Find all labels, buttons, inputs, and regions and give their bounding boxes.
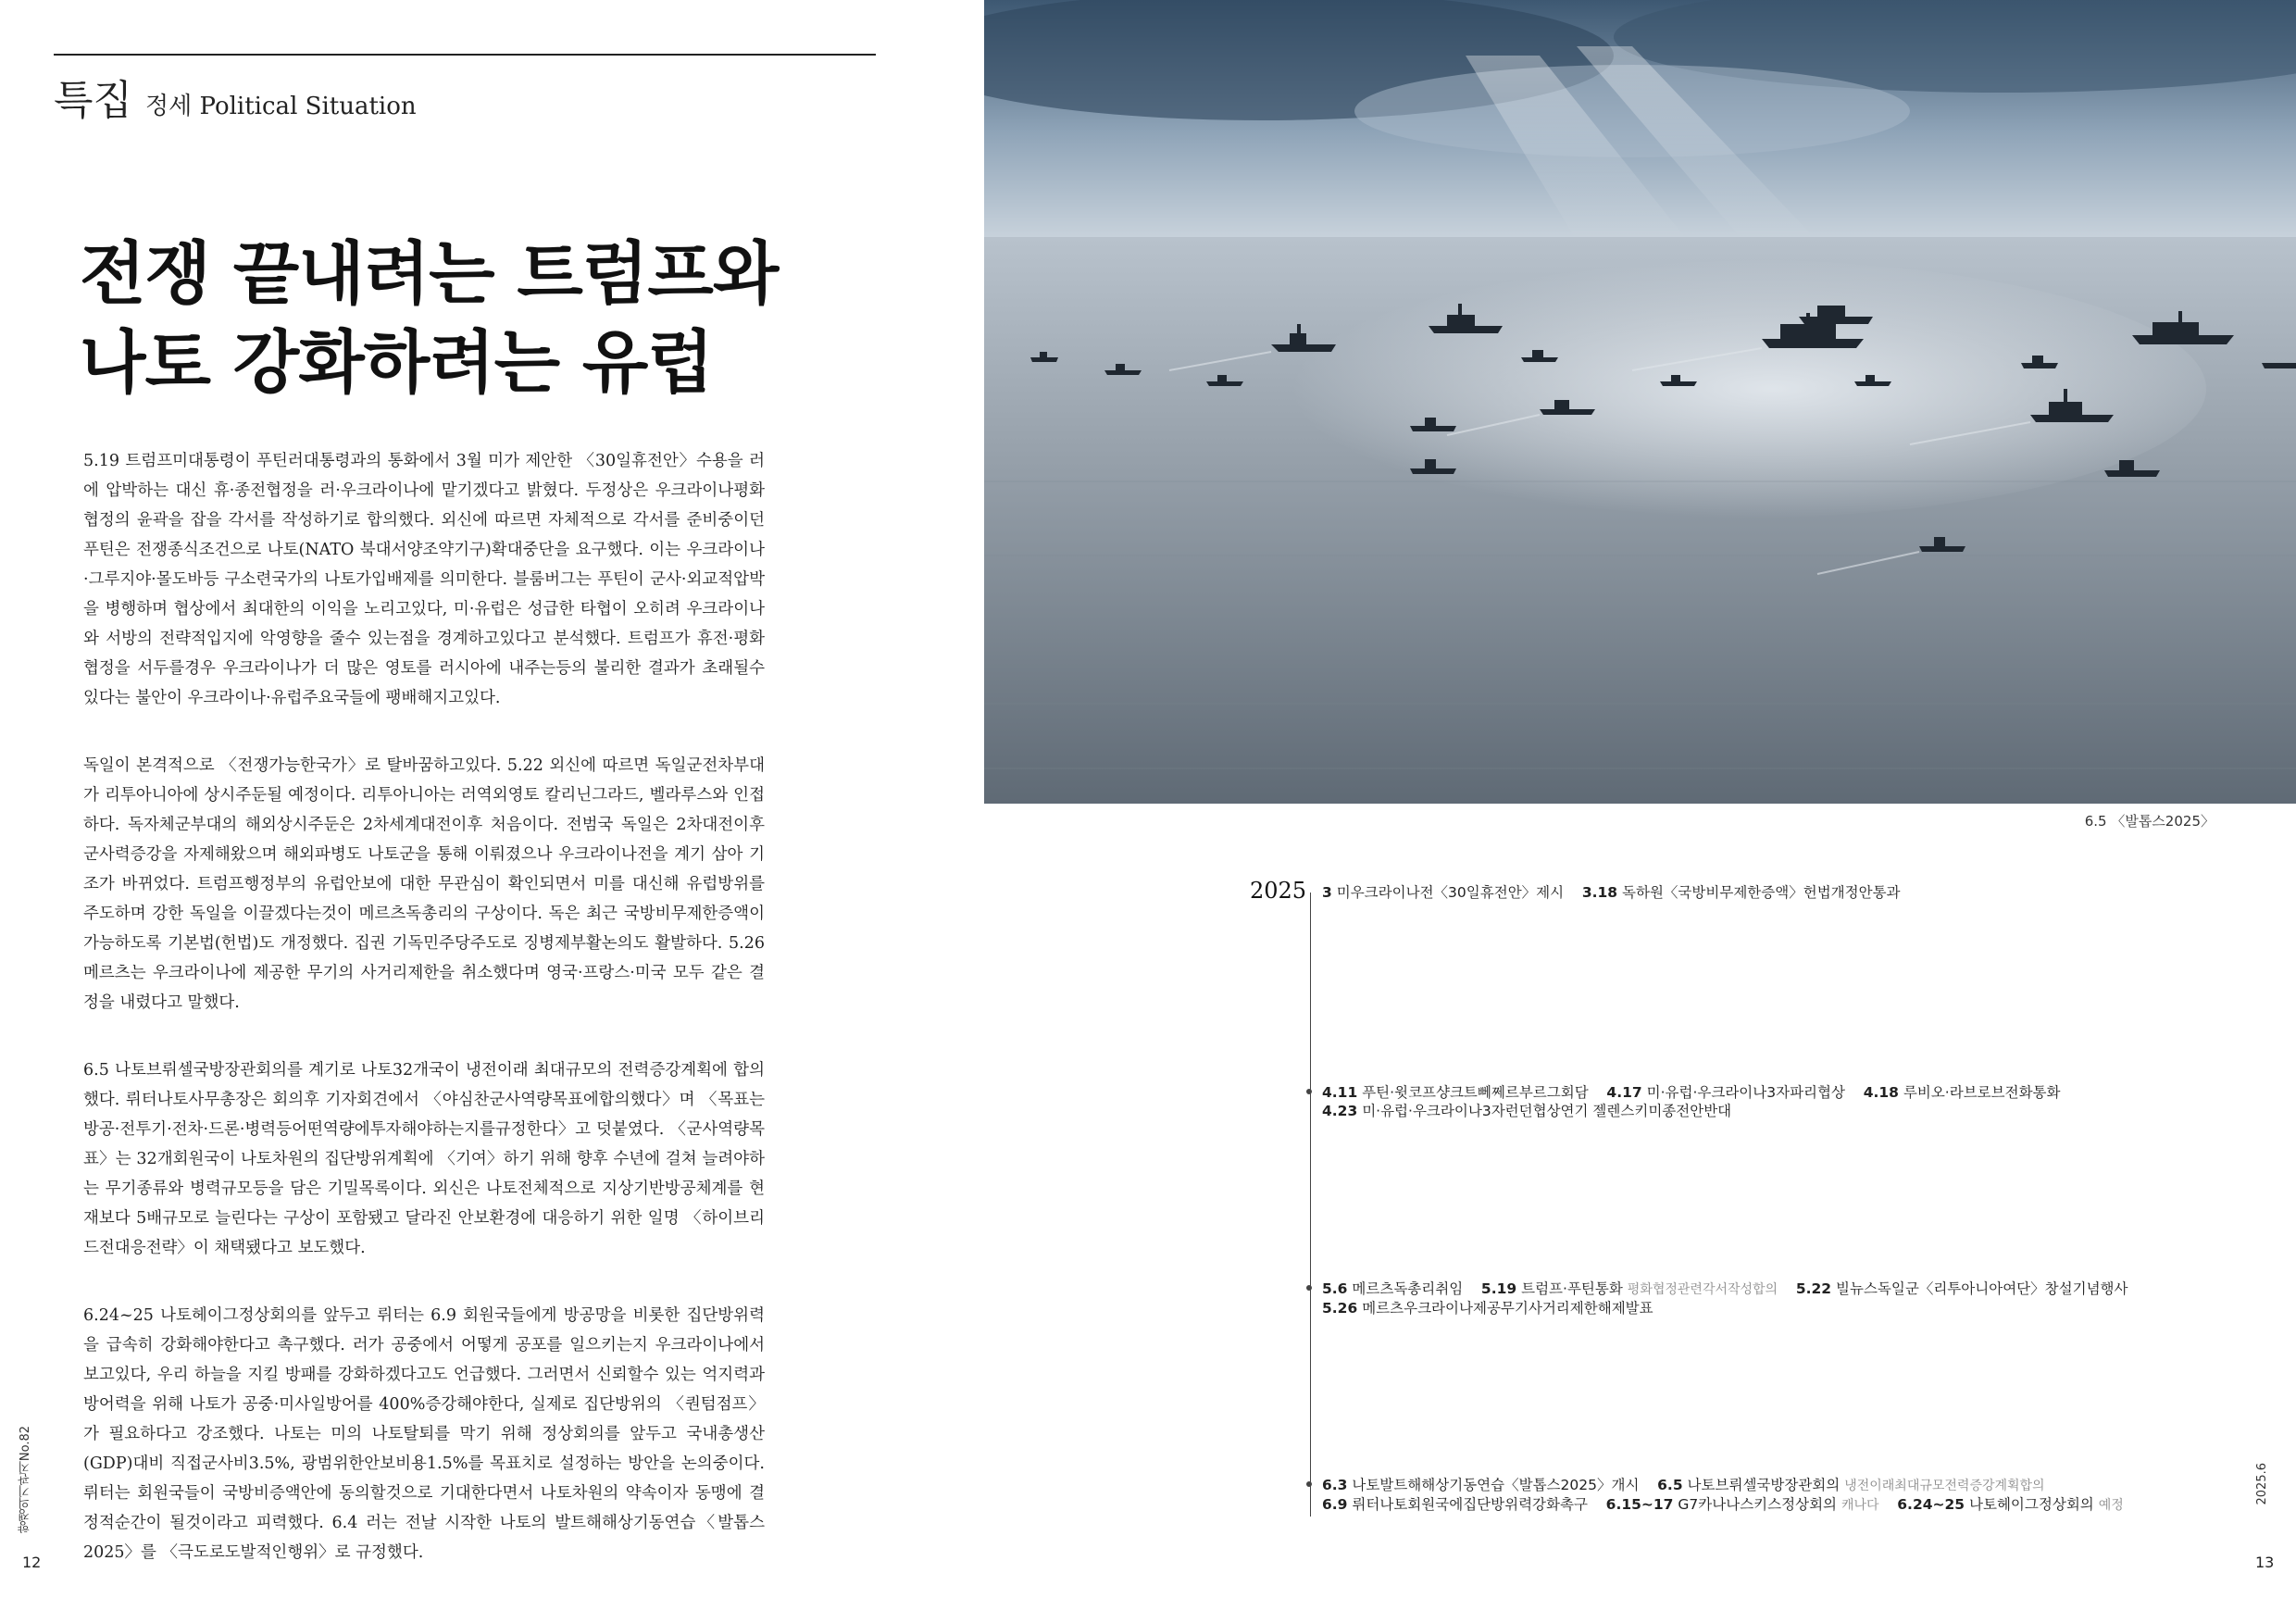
event-text: 빌뉴스독일군〈리투아니아여단〉창설기념행사	[1836, 1280, 2128, 1297]
event-date: 5.22	[1795, 1280, 1832, 1297]
timeline-line	[1322, 1083, 2061, 1102]
timeline-entry	[1322, 1280, 2128, 1317]
issue-date-vertical: 2025.6	[2255, 1463, 2269, 1505]
event-date: 6.15~17	[1605, 1496, 1674, 1513]
top-rule	[54, 54, 876, 56]
event-date: 6.5	[1657, 1477, 1683, 1493]
event-date: 4.18	[1863, 1084, 1899, 1101]
event-text: 미·유럽·우크라이나3자파리협상	[1646, 1084, 1845, 1101]
event-date: 4.23	[1322, 1103, 1358, 1119]
timeline-dot	[1306, 1285, 1312, 1291]
timeline-entry	[1322, 1083, 2061, 1120]
section-title: 특집	[54, 77, 133, 124]
body-paragraph: 6.24~25 나토헤이그정상회의를 앞두고 뤼터는 6.9 회원국들에게 방공망을 비롯한 집단방위력을 급속히 강화해야한다고 촉구했다. 러가 공중에서 어떻게 공포를 일으키는지 우크라이나에서 보고있다, 우리 하늘을 지킬 방패를 강화하겠다고도 언급했다. 그러면서 신뢰할수 있는 억지력과 방어력을 위해 나토가 공중·미사일방어를 400%증강해야한다, 실제로 집단방위의 〈퀀텀점프〉가 필요하다고 강조했다. 나토는 미의 나토탈퇴를 막기 위해 정상회의를 앞두고 국내총생산(GDP)대비 직접군사비3.5%, 광범위한안보비용1.5%를 목표치로 설정하는 방안을 논의중이다. 뤼터는 회원국들이 국방비증액안에 동의할것으로 기대한다면서 나토차원의 약속이자 동맹에 결정적순간이 될것이라고 피력했다. 6.4 러는 전날 시작한 나토의 발트해해상기동연습〈발톱스2025〉를 〈극도로도발적인행위〉로 규정했다.	[83, 1306, 765, 1562]
event-date: 5.6	[1322, 1280, 1348, 1297]
event-note: 냉전이래최대규모전력증강계획합의	[1844, 1479, 2045, 1493]
event-date: 6.24~25	[1897, 1496, 1965, 1513]
timeline-entry	[1322, 883, 1901, 902]
photo-caption: 6.5 〈발톱스2025〉	[2084, 813, 2215, 830]
timeline-line	[1322, 883, 1901, 902]
event-date: 5.26	[1322, 1300, 1358, 1317]
event-date: 3.18	[1581, 884, 1618, 901]
event-text: 트럼프·푸틴통화	[1521, 1280, 1623, 1297]
event-text: 푸틴·윗코프샹크트뻬쩨르부르그회담	[1362, 1084, 1589, 1101]
event-date: 5.19	[1480, 1280, 1517, 1297]
timeline-line	[1322, 1495, 2124, 1515]
event-text: 나토브뤼셀국방장관회의	[1687, 1477, 1841, 1493]
section-subtitle: 정세 Political Situation	[145, 93, 417, 120]
timeline-dot	[1306, 1481, 1312, 1487]
timeline-dot	[1306, 1089, 1312, 1094]
event-note: 평화협정관련각서작성합의	[1627, 1282, 1778, 1297]
article-body	[83, 446, 765, 1605]
event-text: 독하원〈국방비무제한증액〉헌법개정안통과	[1622, 884, 1901, 901]
event-date: 3	[1322, 884, 1332, 901]
event-text: G7카나나스키스정상회의	[1678, 1496, 1838, 1513]
event-text: 메르츠독총리취임	[1352, 1280, 1464, 1297]
event-text: 나토헤이그정상회의	[1969, 1496, 2094, 1513]
event-date: 4.17	[1606, 1084, 1642, 1101]
section-label	[54, 67, 417, 126]
body-paragraph: 5.19 트럼프미대통령이 푸틴러대통령과의 통화에서 3월 미가 제안한 〈30일휴전안〉수용을 러에 압박하는 대신 휴·종전협정을 러·우크라이나에 맡기겠다고 밝혔다. 두정상은 우크라이나평화협정의 윤곽을 잡을 각서를 작성하기로 합의했다. 외신에 따르면 자체적으로 각서를 준비중이던 푸틴은 전쟁종식조건으로 나토(NATO 북대서양조약기구)확대중단을 요구했다. 이는 우크라이나·그루지야·몰도바등 구소련국가의 나토가입배제를 의미한다. 블룸버그는 푸틴이 군사·외교적압박을 병행하며 협상에서 최대한의 이익을 노리고있다, 미·유럽은 성급한 타협이 오히려 우크라이나와 서방의 전략적입지에 악영향을 줄수 있는점을 경계하고있다고 분석했다. 트럼프가 휴전·평화협정을 서두를경우 우크라이나가 더 많은 영토를 러시아에 내주는등의 불리한 결과가 초래될수 있다는 불안이 우크라이나·유럽주요국들에 팽배해지고있다.	[83, 452, 765, 707]
event-text: 미우크라이나전〈30일휴전안〉제시	[1336, 884, 1565, 901]
page-number-left: 12	[22, 1554, 42, 1571]
naval-fleet-photo	[984, 0, 2296, 804]
event-note: 캐나다	[1841, 1498, 1879, 1513]
timeline-line	[1322, 1102, 2061, 1120]
event-text: 미·유럽·우크라이나3자런던협상연기 젤렌스키미종전안반대	[1362, 1103, 1732, 1119]
timeline	[1250, 878, 2240, 1517]
event-text: 나토발트해해상기동연습〈발톱스2025〉개시	[1352, 1477, 1640, 1493]
page-number-right: 13	[2255, 1554, 2275, 1571]
timeline-axis	[1310, 893, 1311, 1517]
timeline-line	[1322, 1299, 2128, 1317]
body-paragraph: 6.5 나토브뤼셀국방장관회의를 계기로 나토32개국이 냉전이래 최대규모의 전력증강계획에 합의했다. 뤼터나토사무총장은 회의후 기자회견에서 〈야심찬군사역량목표에합의했다〉며 〈목표는방공·전투기·전차·드론·병력등어떤역량에투자해야하는지를규정한다〉고 덧붙였다. 〈군사역량목표〉는 32개회원국이 나토차원의 집단방위계획에 〈기여〉하기 위해 향후 수년에 걸쳐 늘려야하는 무기종류와 병력규모등을 담은 기밀목록이다. 외신은 나토전체적으로 지상기반방공체계를 현재보다 5배규모로 늘린다는 구상이 포함됐고 달라진 안보환경에 대응하기 위한 일명 〈하이브리드전대응전략〉이 채택됐다고 보도했다.	[83, 1061, 765, 1257]
event-text: 메르츠우크라이나제공무기사거리제한해제발표	[1362, 1300, 1653, 1317]
timeline-year: 2025	[1250, 878, 1307, 904]
event-date: 6.9	[1322, 1496, 1348, 1513]
article-headline	[80, 230, 839, 407]
timeline-line	[1322, 1280, 2128, 1299]
body-paragraph: 독일이 본격적으로 〈전쟁가능한국가〉로 탈바꿈하고있다. 5.22 외신에 따르면 독일군전차부대가 리투아니아에 상시주둔될 예정이다. 리투아니아는 러역외영토 칼리닌그라드, 벨라루스와 인접하다. 독자체군부대의 해외상시주둔은 2차세계대전이후 처음이다. 전범국 독일은 2차대전이후 군사력증강을 자제해왔으며 해외파병도 나토군을 통해 이뤄졌으나 우크라이나전을 계기 삼아 기조가 바뀌었다. 트럼프행정부의 유럽안보에 대한 무관심이 확인되면서 미를 대신해 유럽방위를 주도하며 강한 독일을 이끌겠다는것이 메르츠독총리의 구상이다. 독은 최근 국방비무제한증액이 가능하도록 기본법(헌법)도 개정했다. 집권 기독민주당주도로 징병제부활논의도 활발하다. 5.26 메르츠는 우크라이나에 제공한 무기의 사거리제한을 취소했다며 영국·프랑스·미국 모두 같은 결정을 내렸다고 말했다.	[83, 756, 765, 1012]
event-text: 루비오·라브로브전화통화	[1903, 1084, 2061, 1101]
event-date: 6.3	[1322, 1477, 1348, 1493]
event-date: 4.11	[1322, 1084, 1358, 1101]
timeline-entry	[1322, 1476, 2124, 1515]
timeline-line	[1322, 1476, 2124, 1495]
event-note: 예정	[2098, 1498, 2124, 1513]
event-text: 뤼터나토회원국에집단방위력강화촉구	[1352, 1496, 1588, 1513]
magazine-issue-vertical: 향쟁의기관지No.82	[19, 1426, 32, 1534]
headline-line-2: 나토 강화하려는 유럽	[80, 323, 713, 403]
headline-line-1: 전쟁 끝내려는 트럼프와	[80, 234, 779, 314]
